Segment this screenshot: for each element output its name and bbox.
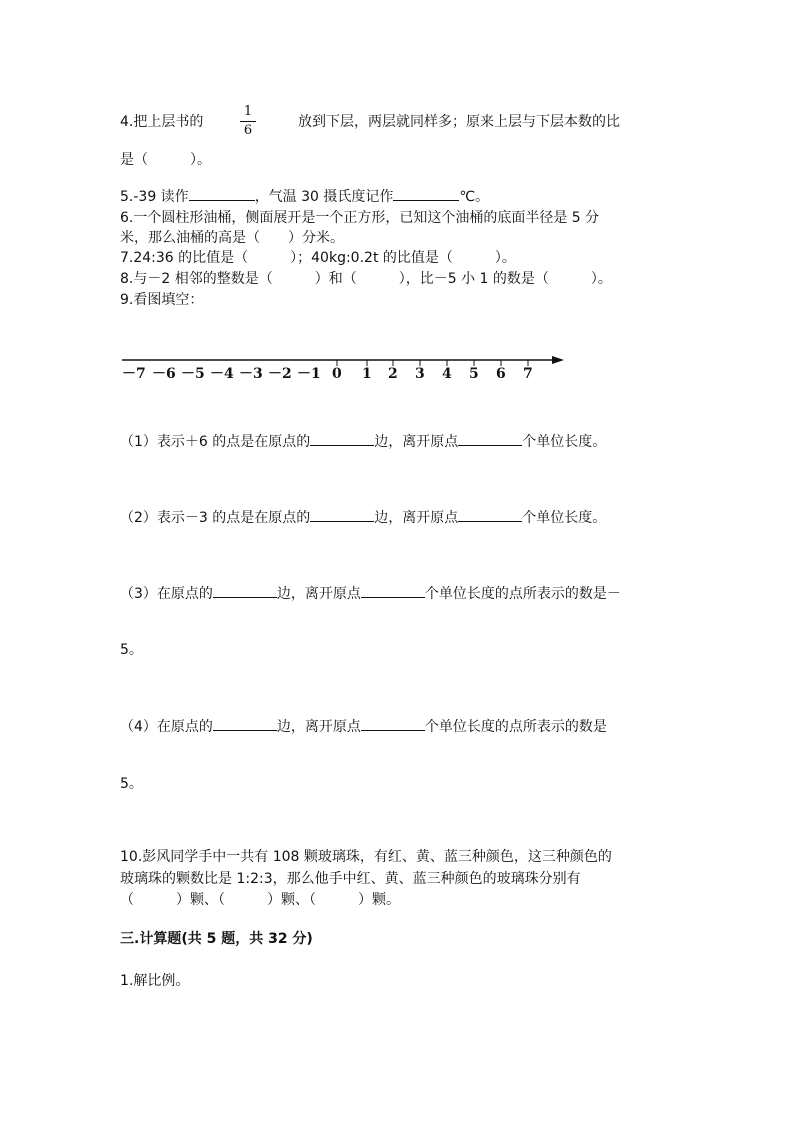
q9-p3-text-b: 边，离开原点	[276, 586, 361, 602]
q4-fraction	[238, 104, 258, 139]
q9-p4-text-b: 边，离开原点	[276, 719, 361, 735]
section-heading-text: 三.计算题(共 5 题，共 32 分)	[120, 931, 313, 947]
q9-part4	[120, 716, 607, 737]
q6-text-line1: 6.一个圆柱形油桶，侧面展开是一个正方形，已知这个油桶的底面半径是 5 分	[120, 210, 600, 226]
answer-blank[interactable]	[458, 431, 522, 446]
answer-blank[interactable]	[393, 186, 459, 201]
tick-label-1: 1	[362, 366, 372, 382]
q5-text-a: 5.-39 读作	[120, 189, 189, 205]
section-heading	[120, 929, 313, 949]
q8	[120, 269, 612, 289]
q8-text: 8.与－2 相邻的整数是（ ）和（ ），比－5 小 1 的数是（ ）。	[120, 271, 612, 287]
tick-label-2: 2	[388, 366, 398, 382]
answer-blank[interactable]	[458, 507, 522, 522]
tick-label-neg6: －6	[152, 366, 176, 382]
answer-blank[interactable]	[361, 716, 425, 731]
q9-part2	[120, 507, 606, 528]
q10-text-line1: 10.彭风同学手中一共有 108 颗玻璃珠，有红、黄、蓝三种颜色，这三种颜色的	[120, 849, 612, 865]
tick-label-neg7: －7	[122, 366, 146, 382]
q4-fraction-denominator: 6	[243, 123, 253, 138]
q5	[120, 186, 489, 207]
q4-text-after: 放到下层，两层就同样多；原来上层与下层本数的比	[298, 114, 620, 130]
q10-text-line3: （ ）颗、（ ）颗、（ ）颗。	[120, 892, 400, 908]
q9-p1-text-c: 个单位长度。	[522, 434, 607, 450]
answer-blank[interactable]	[361, 583, 425, 598]
q5-text-b: ，气温 30 摄氏度记作	[254, 189, 394, 205]
tick-label-6: 6	[496, 366, 506, 382]
answer-blank[interactable]	[213, 716, 277, 731]
section3-q1-text: 1.解比例。	[120, 973, 190, 989]
answer-blank[interactable]	[189, 186, 255, 201]
q6-text-line2: 米，那么油桶的高是（ ）分米。	[120, 230, 344, 246]
q9-title-text: 9.看图填空：	[120, 292, 204, 308]
tick-label-neg1: －1	[297, 366, 321, 382]
answer-blank[interactable]	[213, 583, 277, 598]
tick-label-5: 5	[469, 366, 479, 382]
q7-text: 7.24:36 的比值是（ ）；40kg:0.2t 的比值是（ ）。	[120, 250, 516, 266]
tick-label-3: 3	[415, 366, 425, 382]
q5-text-c: ℃。	[459, 189, 490, 205]
q9-p4-text-c: 个单位长度的点所表示的数是	[424, 719, 607, 735]
answer-blank[interactable]	[310, 507, 374, 522]
q10-text-line2: 玻璃珠的颗数比是 1:2:3，那么他手中红、黄、蓝三种颜色的玻璃珠分别有	[120, 871, 581, 887]
tick-label-neg5: －5	[181, 366, 205, 382]
q9-title	[120, 290, 203, 310]
tick-label-zero: 0	[332, 366, 342, 382]
q9-p4-text-a: （4）在原点的	[120, 719, 213, 735]
tick-label-4: 4	[442, 366, 452, 382]
tick-label-neg4: －4	[210, 366, 234, 382]
q4-text-before: 4.把上层书的	[120, 114, 204, 130]
q4-line1	[120, 112, 203, 132]
q9-p2-text-b: 边，离开原点	[374, 510, 459, 526]
q9-p3-text-a: （3）在原点的	[120, 586, 213, 602]
q9-part3-line2	[120, 640, 143, 660]
tick-label-neg3: －3	[239, 366, 263, 382]
q10-line2	[120, 869, 581, 889]
q9-p2-text-c: 个单位长度。	[522, 510, 607, 526]
q9-p4-text-d: 5。	[120, 776, 143, 792]
q10-line1	[120, 847, 612, 867]
tick-label-7: 7	[523, 366, 533, 382]
number-line	[118, 348, 578, 388]
q10-line3	[120, 890, 400, 910]
q9-p3-text-c: 个单位长度的点所表示的数是－	[424, 586, 621, 602]
fraction-bar	[240, 121, 256, 122]
q9-part4-line2	[120, 774, 143, 794]
q7	[120, 248, 516, 268]
q9-p1-text-a: （1）表示＋6 的点是在原点的	[120, 434, 311, 450]
section3-q1	[120, 971, 189, 991]
q4-line1-after	[298, 112, 620, 132]
q9-part3	[120, 583, 621, 604]
q4-fraction-numerator: 1	[243, 104, 253, 119]
arrow-icon	[552, 356, 564, 364]
tick-label-neg2: －2	[268, 366, 292, 382]
q4-line2	[120, 150, 211, 170]
q9-p2-text-a: （2）表示－3 的点是在原点的	[120, 510, 311, 526]
q6-line2	[120, 228, 344, 248]
q9-p3-text-d: 5。	[120, 642, 143, 658]
answer-blank[interactable]	[310, 431, 374, 446]
q6-line1	[120, 208, 599, 228]
q9-part1	[120, 431, 606, 452]
q4-text-line2: 是（ ）。	[120, 152, 211, 168]
q9-p1-text-b: 边，离开原点	[374, 434, 459, 450]
